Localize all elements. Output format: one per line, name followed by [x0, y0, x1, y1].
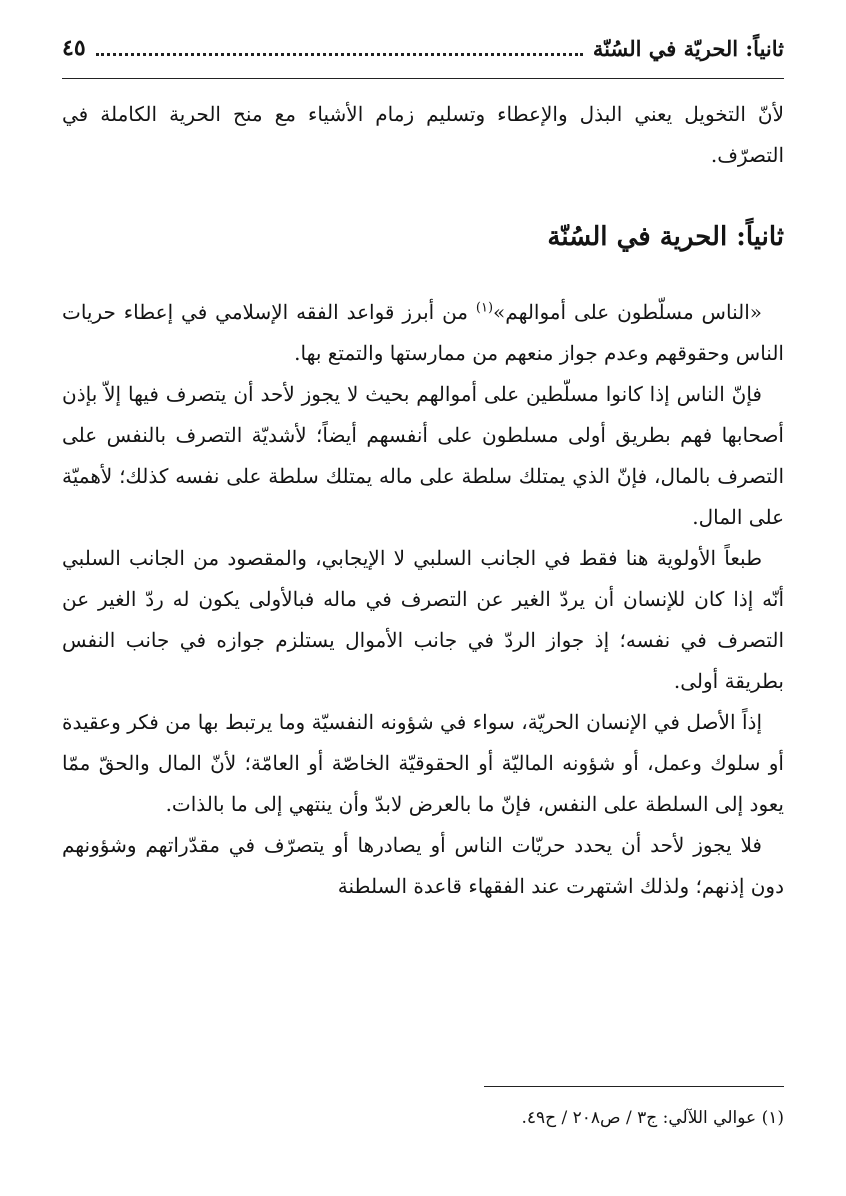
running-title: ثانياً: الحريّة في السُنّة [592, 35, 784, 61]
paragraph-2: فإنّ الناس إذا كانوا مسلّطين على أموالهم بحيث لا يجوز لأحد أن يتصرف فيها إلاّ بإذن أصحابها فهم بطريق أولى مسلطون على أنفسهم أيضاً؛ لأشديّة التصرف بالنفس على التصرف بالمال، فإنّ الذي يمتلك سلطة على ماله يمتلك سلطة على نفسه كذلك؛ لأهميّة على المال. [62, 382, 784, 529]
intro-paragraph-block [62, 94, 784, 176]
section-heading: ثانياً: الحرية في السُنّة [547, 222, 784, 252]
paragraph-1-quote: «الناس مسلّطون على أموالهم» [493, 300, 762, 324]
footnote-marker: (١) [475, 300, 494, 316]
paragraph-5: فلا يجوز لأحد أن يحدد حريّات الناس أو يصادرها أو يتصرّف في مقدّراتهم وشؤونهم دون إذنهم؛ ولذلك اشتهرت عند الفقهاء قاعدة السلطنة [62, 833, 784, 898]
footnote: (١) عوالي اللآلي: ج٣ / ص٢٠٨ / ح٤٩. [521, 1108, 784, 1128]
header-leader-dots [96, 53, 583, 56]
paragraph-3: طبعاً الأولوية هنا فقط في الجانب السلبي لا الإيجابي، والمقصود من الجانب السلبي أنّه إذا كان للإنسان أن يردّ الغير عن التصرف في ماله فبالأولى يكون له ردّ الغير عن التصرف في نفسه؛ إذ جواز الردّ في جانب الأموال يستلزم جوازه في جانب النفس بطريقة أولى. [62, 546, 784, 693]
paragraph-1-rest: من أبرز قواعد الفقه الإسلامي في إعطاء حريات الناس وحقوقهم وعدم جواز منعهم من ممارستها والتمتع بها. [62, 300, 784, 365]
paragraph-1 [62, 292, 784, 374]
paragraph-4: إذاً الأصل في الإنسان الحريّة، سواء في شؤونه النفسيّة وما يرتبط بها من فكر وعقيدة أو سلوك وعمل، أو شؤونه الماليّة أو الحقوقيّة الخاصّة أو العامّة؛ لأنّ المال والحقّ ممّا يعود إلى السلطة على النفس، فإنّ ما بالعرض لابدّ وأن ينتهي إلى ما بالذات. [62, 710, 784, 816]
footnote-rule [484, 1086, 784, 1087]
header-rule [62, 78, 784, 79]
intro-paragraph: لأنّ التخويل يعني البذل والإعطاء وتسليم زمام الأشياء مع منح الحرية الكاملة في التصرّف. [62, 102, 784, 167]
main-text [62, 292, 784, 907]
page-number: ٤٥ [62, 35, 86, 61]
running-header [62, 30, 784, 66]
